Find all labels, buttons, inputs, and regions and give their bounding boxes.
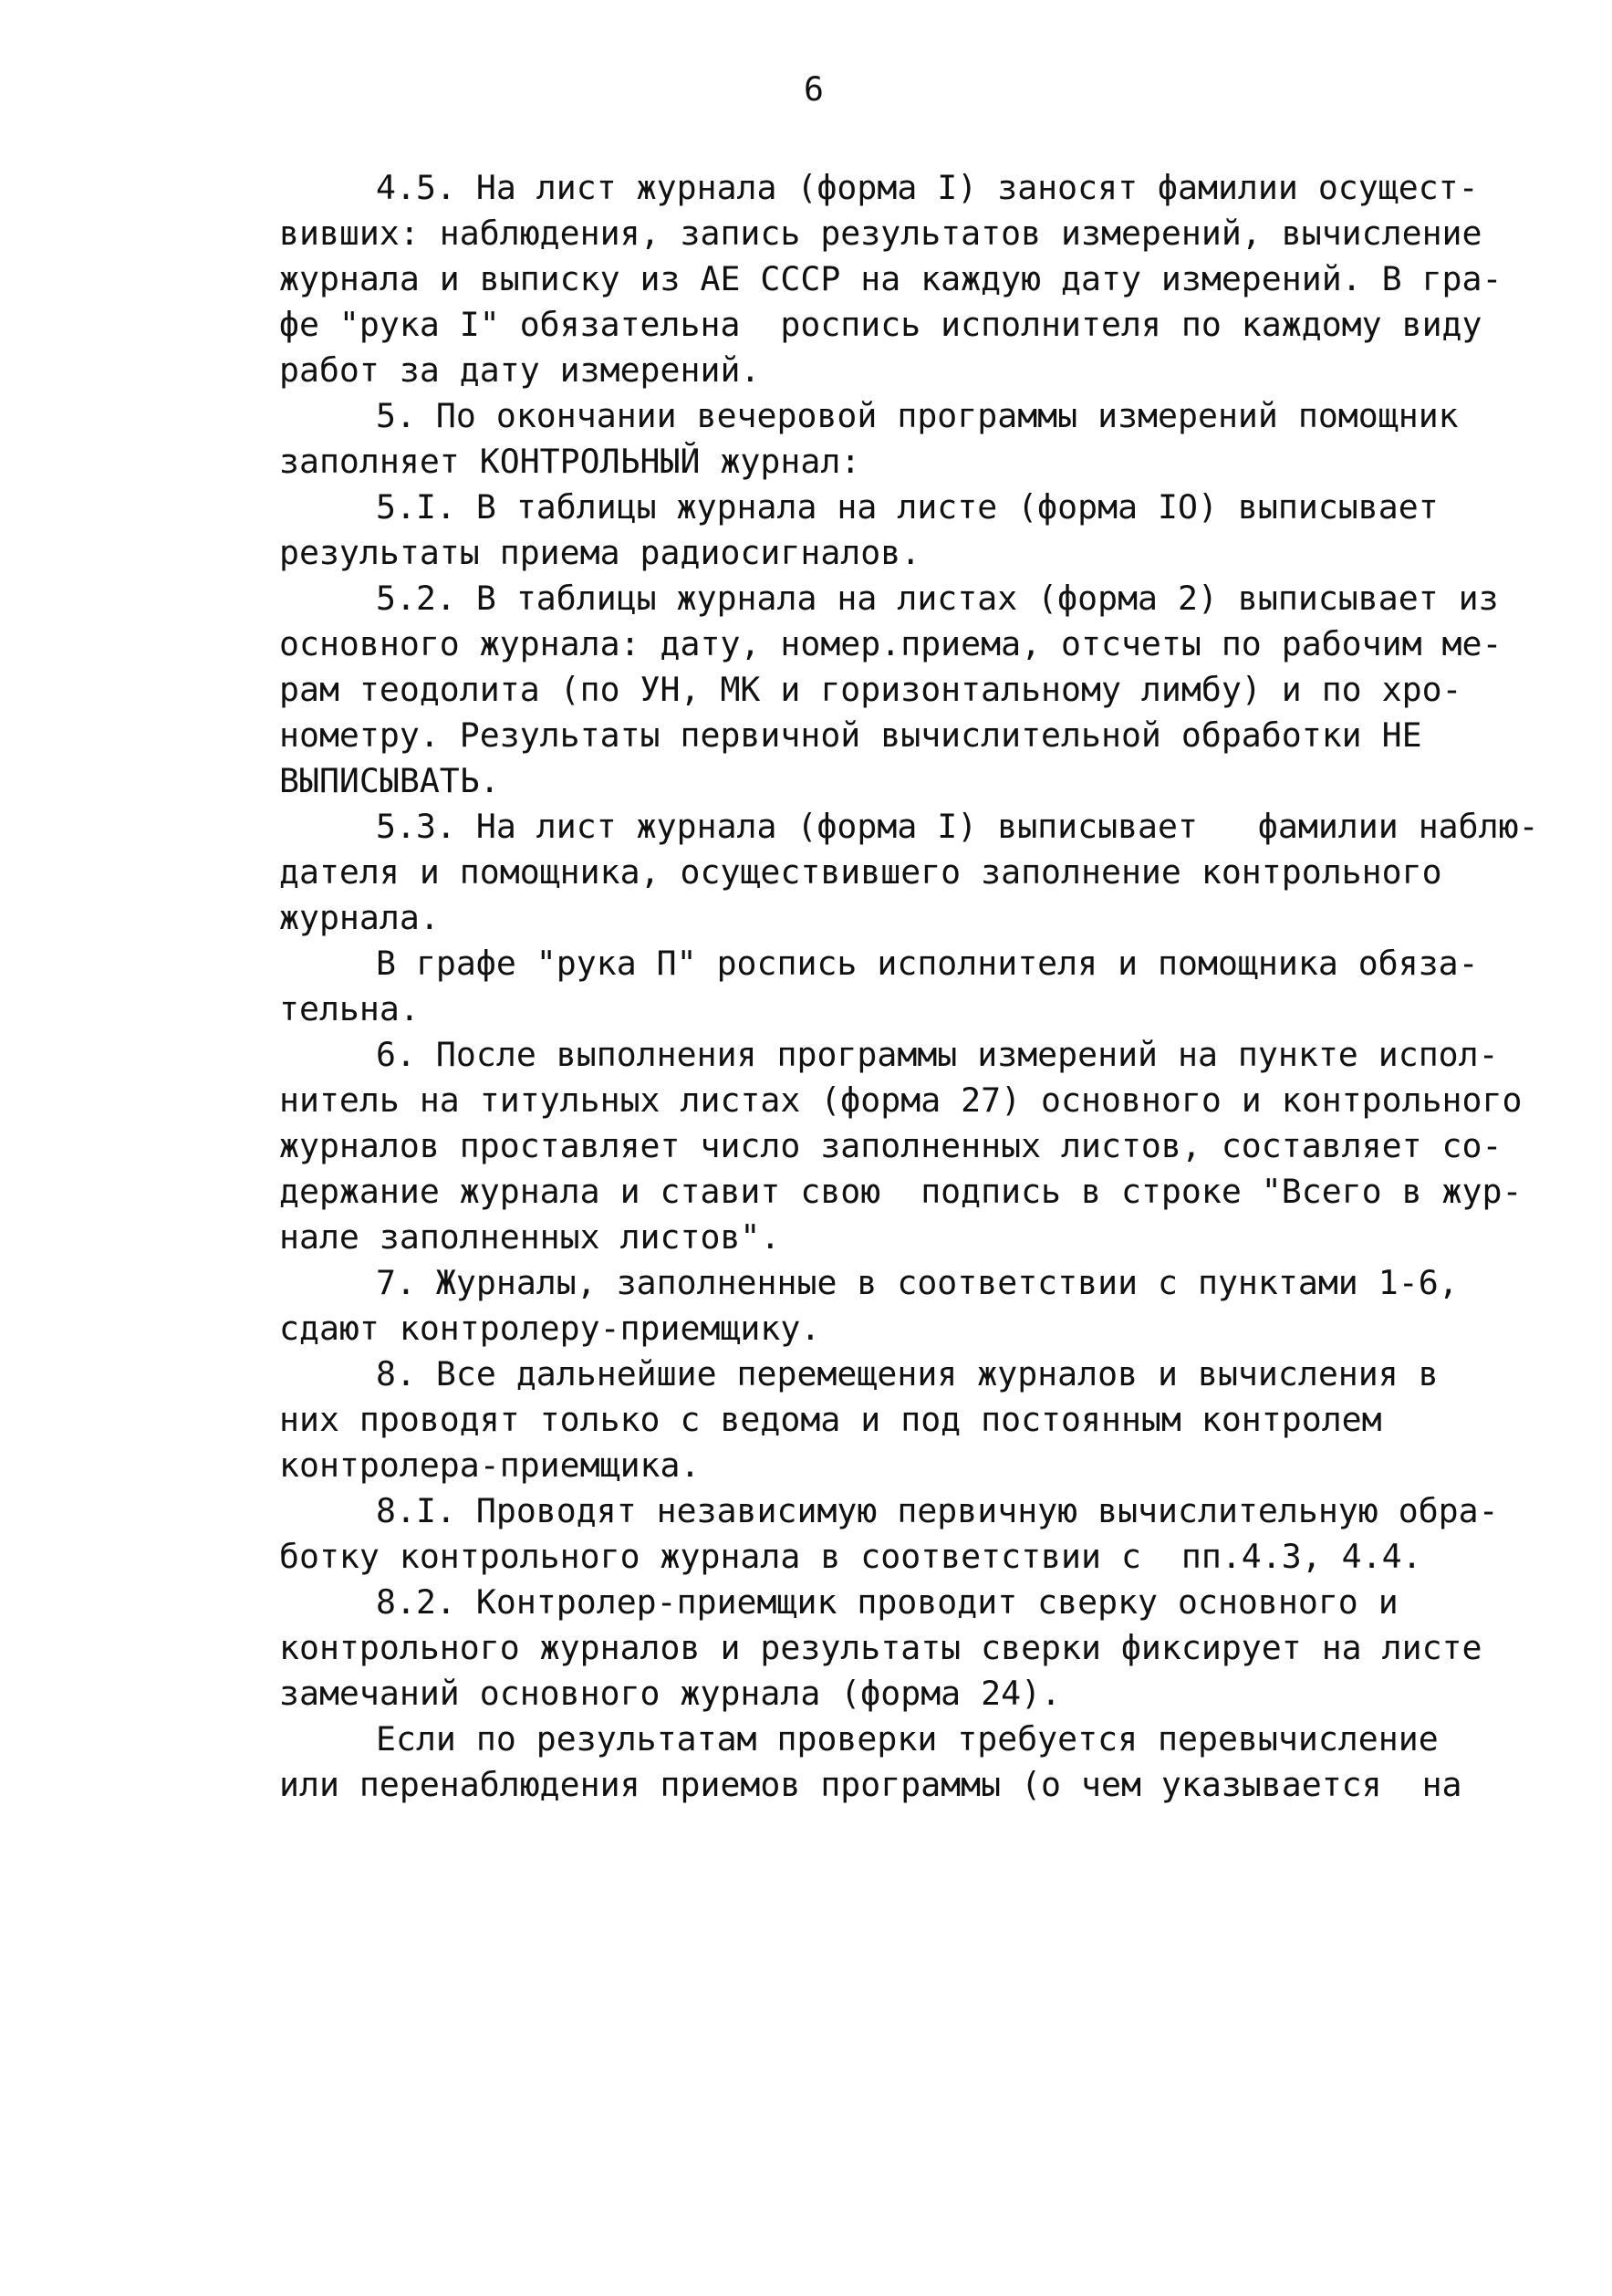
- text-line: Если по результатам проверки требуется перевычисление: [376, 1719, 1439, 1759]
- text-line: нале заполненных листов".: [279, 1217, 781, 1257]
- text-line: тельна.: [279, 989, 420, 1028]
- text-line: журнала.: [279, 898, 440, 937]
- text-line: 8. Все дальнейшие перемещения журналов и вычисления в: [376, 1354, 1439, 1393]
- text-line: рам теодолита (по УН, МК и горизонтальному лимбу) и по хро-: [279, 670, 1462, 709]
- text-line: сдают контролеру-приемщику.: [279, 1309, 821, 1348]
- text-line: работ за дату измерений.: [279, 350, 761, 390]
- text-line: контрольного журналов и результаты сверки фиксирует на листе: [279, 1628, 1482, 1667]
- text-line: ботку контрольного журнала в соответствии с пп.4.3, 4.4.: [279, 1537, 1422, 1576]
- page-number: 6: [804, 69, 824, 109]
- text-line: нитель на титульных листах (форма 27) основного и контрольного: [279, 1080, 1523, 1120]
- text-line: 5. По окончании вечеровой программы измерений помощник: [376, 396, 1459, 435]
- text-line: них проводят только с ведома и под постоянным контролем: [279, 1400, 1382, 1439]
- text-line: ВЫПИСЫВАТЬ.: [279, 761, 500, 800]
- text-line: дателя и помощника, осуществившего заполнение контрольного: [279, 852, 1442, 892]
- text-line: 6. После выполнения программы измерений на пункте испол-: [376, 1035, 1499, 1074]
- text-line: 7. Журналы, заполненные в соответствии с пунктами 1-6,: [376, 1263, 1459, 1302]
- text-line: журналов проставляет число заполненных листов, составляет со-: [279, 1126, 1503, 1165]
- text-line: или перенаблюдения приемов программы (о чем указывается на: [279, 1765, 1462, 1804]
- text-line: контролера-приемщика.: [279, 1445, 701, 1485]
- text-line: 5.2. В таблицы журнала на листах (форма 2) выписывает из: [376, 579, 1499, 618]
- text-line: 5.3. На лист журнала (форма I) выписывает фамилии наблю-: [376, 807, 1539, 846]
- text-line: 5.I. В таблицы журнала на листе (форма IО) выписывает: [376, 487, 1439, 527]
- text-line: вивших: наблюдения, запись результатов измерений, вычисление: [279, 214, 1482, 253]
- text-line: замечаний основного журнала (форма 24).: [279, 1674, 1062, 1713]
- text-line: журнала и выписку из АЕ СССР на каждую дату измерений. В гра-: [279, 259, 1503, 298]
- text-line: 8.2. Контролер-приемщик проводит сверку основного и: [376, 1582, 1399, 1622]
- text-line: основного журнала: дату, номер.приема, отсчеты по рабочим ме-: [279, 624, 1503, 663]
- text-line: держание журнала и ставит свою подпись в строке "Всего в жур-: [279, 1172, 1523, 1211]
- text-line: фе "рука I" обязательна роспись исполнителя по каждому виду: [279, 305, 1482, 344]
- text-line: результаты приема радиосигналов.: [279, 533, 921, 572]
- text-line: В графе "рука П" роспись исполнителя и помощника обяза-: [376, 944, 1479, 983]
- text-line: 4.5. На лист журнала (форма I) заносят фамилии осущест-: [376, 168, 1479, 207]
- text-line: нометру. Результаты первичной вычислительной обработки НЕ: [279, 715, 1422, 755]
- text-line: 8.I. Проводят независимую первичную вычислительную обра-: [376, 1491, 1499, 1530]
- text-line: заполняет КОНТРОЛЬНЫЙ журнал:: [279, 442, 861, 481]
